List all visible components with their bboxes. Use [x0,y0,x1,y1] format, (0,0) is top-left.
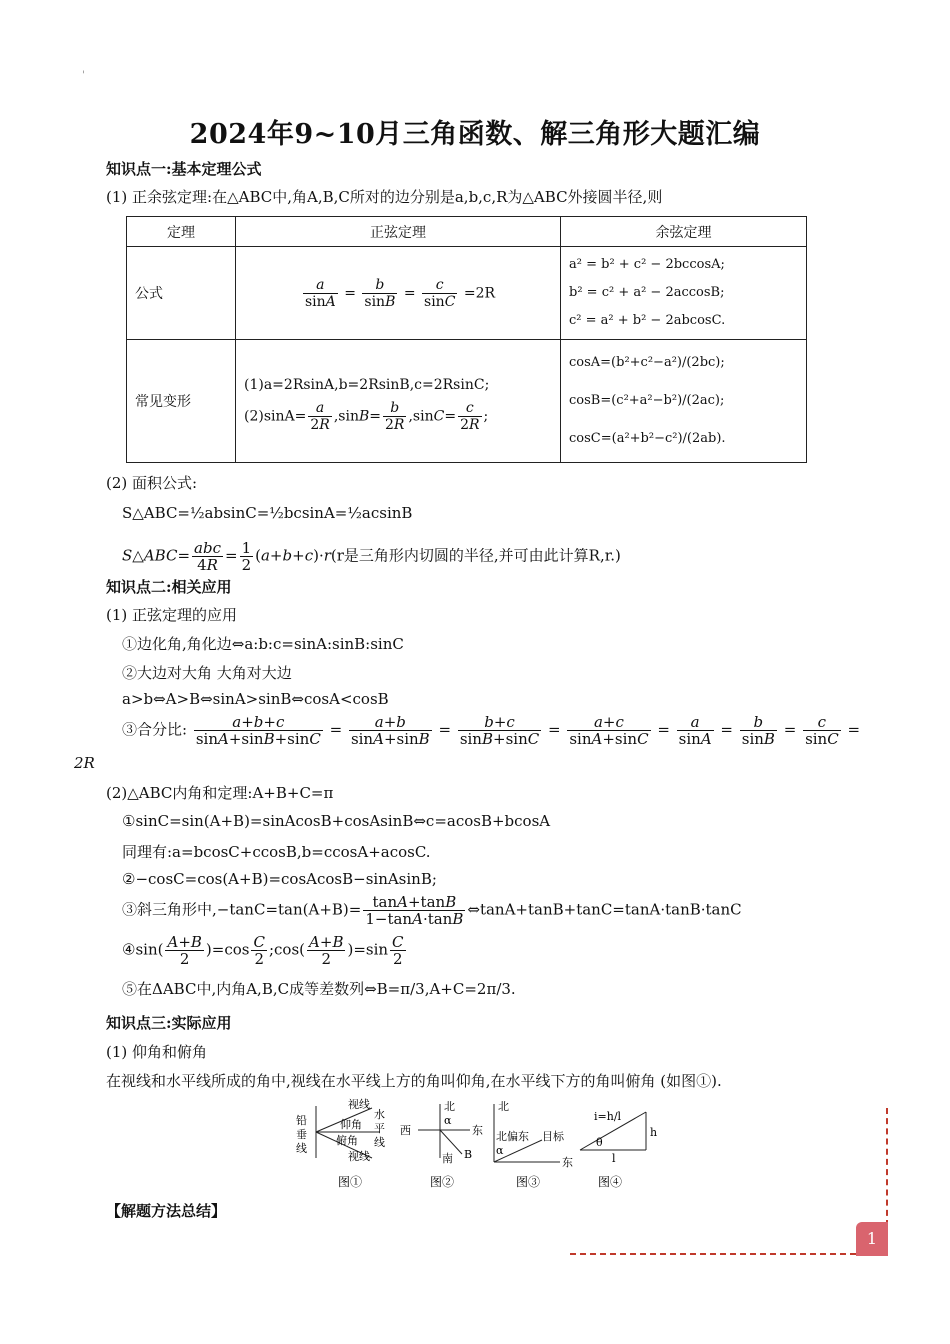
table-header: 定理 [127,217,236,247]
svg-text:垂: 垂 [296,1128,307,1141]
svg-text:西: 西 [400,1124,411,1137]
sine-variant-cell: (1)a=2RsinA,b=2RsinB,c=2RsinC; (2)sinA= $\frac{a}{2R}$ ,sinB= $\frac{b}{2R}$ ,sinC= $\frac{c}{2R}$ ; [236,340,561,463]
item-c3: ③斜三角形中,−tanC=tan(A+B)= $\frac{\tan A+\tan B}{1-\tan A\cdot\tan B}$ ⇔tanA+tanB+tanC=tanA·tanB·tanC [122,893,742,928]
svg-text:视线: 视线 [348,1150,370,1163]
svg-text:北: 北 [444,1100,455,1113]
section3-sub1: (1) 仰角和俯角 [106,1043,208,1061]
svg-text:水: 水 [374,1108,385,1121]
table-header: 余弦定理 [561,217,807,247]
svg-text:视线: 视线 [348,1098,370,1111]
svg-text:B: B [464,1148,473,1161]
svg-text:南: 南 [442,1152,453,1165]
svg-text:图①: 图① [338,1175,363,1189]
section2-sub2: (2)△ABC内角和定理:A+B+C=π [106,784,334,802]
svg-text:北: 北 [498,1100,509,1113]
item-c1: ①sinC=sin(A+B)=sinAcosB+cosAsinB⇔c=acosB+bcosA [122,812,551,830]
svg-text:α: α [444,1114,452,1127]
table-header: 正弦定理 [236,217,561,247]
svg-text:铅: 铅 [296,1114,307,1127]
row-label: 常见变形 [127,340,236,463]
summary-heading: 【解题方法总结】 [106,1202,227,1220]
item-3: ③合分比: $\frac{a+b+c}{\sin A+\sin B+\sin C}$ = $\frac{a+b}{\sin A+\sin B}$ = $\frac{b+c}{\sin B+\sin C}$ = $\frac{a+c}{\sin A+\sin C}$ = $\frac{a}{\sin A}$ = $\frac{b}{\sin B}$ = $\frac{c}{\sin C}$ = [122,713,861,748]
section2-sub1: (1) 正弦定理的应用 [106,606,238,624]
svg-text:h: h [650,1126,658,1139]
cos-formula-cell: a² = b² + c² − 2bccosA; b² = c² + a² − 2accosB; c² = a² + b² − 2abcosC. [561,247,807,340]
corner-dash-vertical [886,1108,888,1226]
figure-1 [296,1097,385,1163]
section2-heading: 知识点二:相关应用 [106,578,232,596]
svg-text:仰角: 仰角 [340,1118,362,1131]
svg-text:北偏东: 北偏东 [496,1130,529,1143]
area-formula-1: S△ABC=½absinC=½bcsinA=½acsinB [122,504,413,522]
svg-text:东: 东 [562,1156,573,1169]
theorem-table [126,216,807,463]
figure-captions [338,1175,622,1189]
section1-heading: 知识点一:基本定理公式 [106,160,262,178]
figure-4 [580,1110,657,1165]
section1-intro: (1) 正余弦定理:在△ABC中,角A,B,C所对的边分别是a,b,c,R为△ABC外接圆半径,则 [106,188,663,206]
item-c5: ⑤在ΔABC中,内角A,B,C成等差数列⇔B=π/3,A+C=2π/3. [122,980,516,998]
svg-text:图③: 图③ [516,1175,541,1189]
svg-text:目标: 目标 [542,1130,564,1143]
item-3-tail: 2R [74,754,95,772]
page-number: 1 [856,1222,888,1256]
area-formula-2: S△ABC= $\frac{\text{abc}}{4R}$ = $\frac{1}{2}$ (a+b+c)·r(r是三角形内切圆的半径,并可由此计算R,r.) [122,539,621,574]
svg-text:i=h/l: i=h/l [594,1110,622,1123]
svg-text:l: l [612,1152,616,1165]
svg-text:平: 平 [374,1122,385,1135]
item-2: ②大边对大角 大角对大边 [122,664,292,682]
item-1: ①边化角,角化边⇔a:b:c=sinA:sinB:sinC [122,635,404,653]
svg-text:东: 东 [472,1124,483,1137]
figure-3 [494,1100,573,1169]
row-label: 公式 [127,247,236,340]
cos-variant-cell: cosA=(b²+c²−a²)/(2bc); cosB=(c²+a²−b²)/(2ac); cosC=(a²+b²−c²)/(2ab). [561,340,807,463]
svg-text:图②: 图② [430,1175,455,1189]
figure-2 [400,1100,483,1165]
item-c1b: 同理有:a=bcosC+ccosB,b=ccosA+acosC. [122,843,431,861]
item-c2: ②−cosC=cos(A+B)=cosAcosB−sinAsinB; [122,870,437,888]
svg-text:线: 线 [374,1136,385,1149]
svg-text:α: α [496,1144,504,1157]
corner-mark: ' [82,70,85,81]
svg-text:图④: 图④ [598,1175,623,1189]
area-heading: (2) 面积公式: [106,474,198,492]
item-c4: ④sin( $\frac{A+B}{2}$ )=cos $\frac{C}{2}$ ;cos( $\frac{A+B}{2}$ )=sin $\frac{C}{2}$ [122,933,404,968]
page-title: 2024年9~10月三角函数、解三角形大题汇编 [189,119,761,150]
svg-text:线: 线 [296,1142,307,1155]
svg-text:θ: θ [596,1136,603,1149]
section3-heading: 知识点三:实际应用 [106,1014,232,1032]
item-2b: a>b⇔A>B⇔sinA>sinB⇔cosA<cosB [122,690,389,708]
svg-text:俯角: 俯角 [336,1134,358,1147]
angle-figures [290,1096,670,1192]
corner-dash-horizontal [570,1253,856,1255]
section3-desc: 在视线和水平线所成的角中,视线在水平线上方的角叫仰角,在水平线下方的角叫俯角 (如图①). [106,1072,722,1090]
sine-formula-cell: $\frac{a}{\sin A}$ = $\frac{b}{\sin B}$ = $\frac{c}{\sin C}$ =2R [236,247,561,340]
